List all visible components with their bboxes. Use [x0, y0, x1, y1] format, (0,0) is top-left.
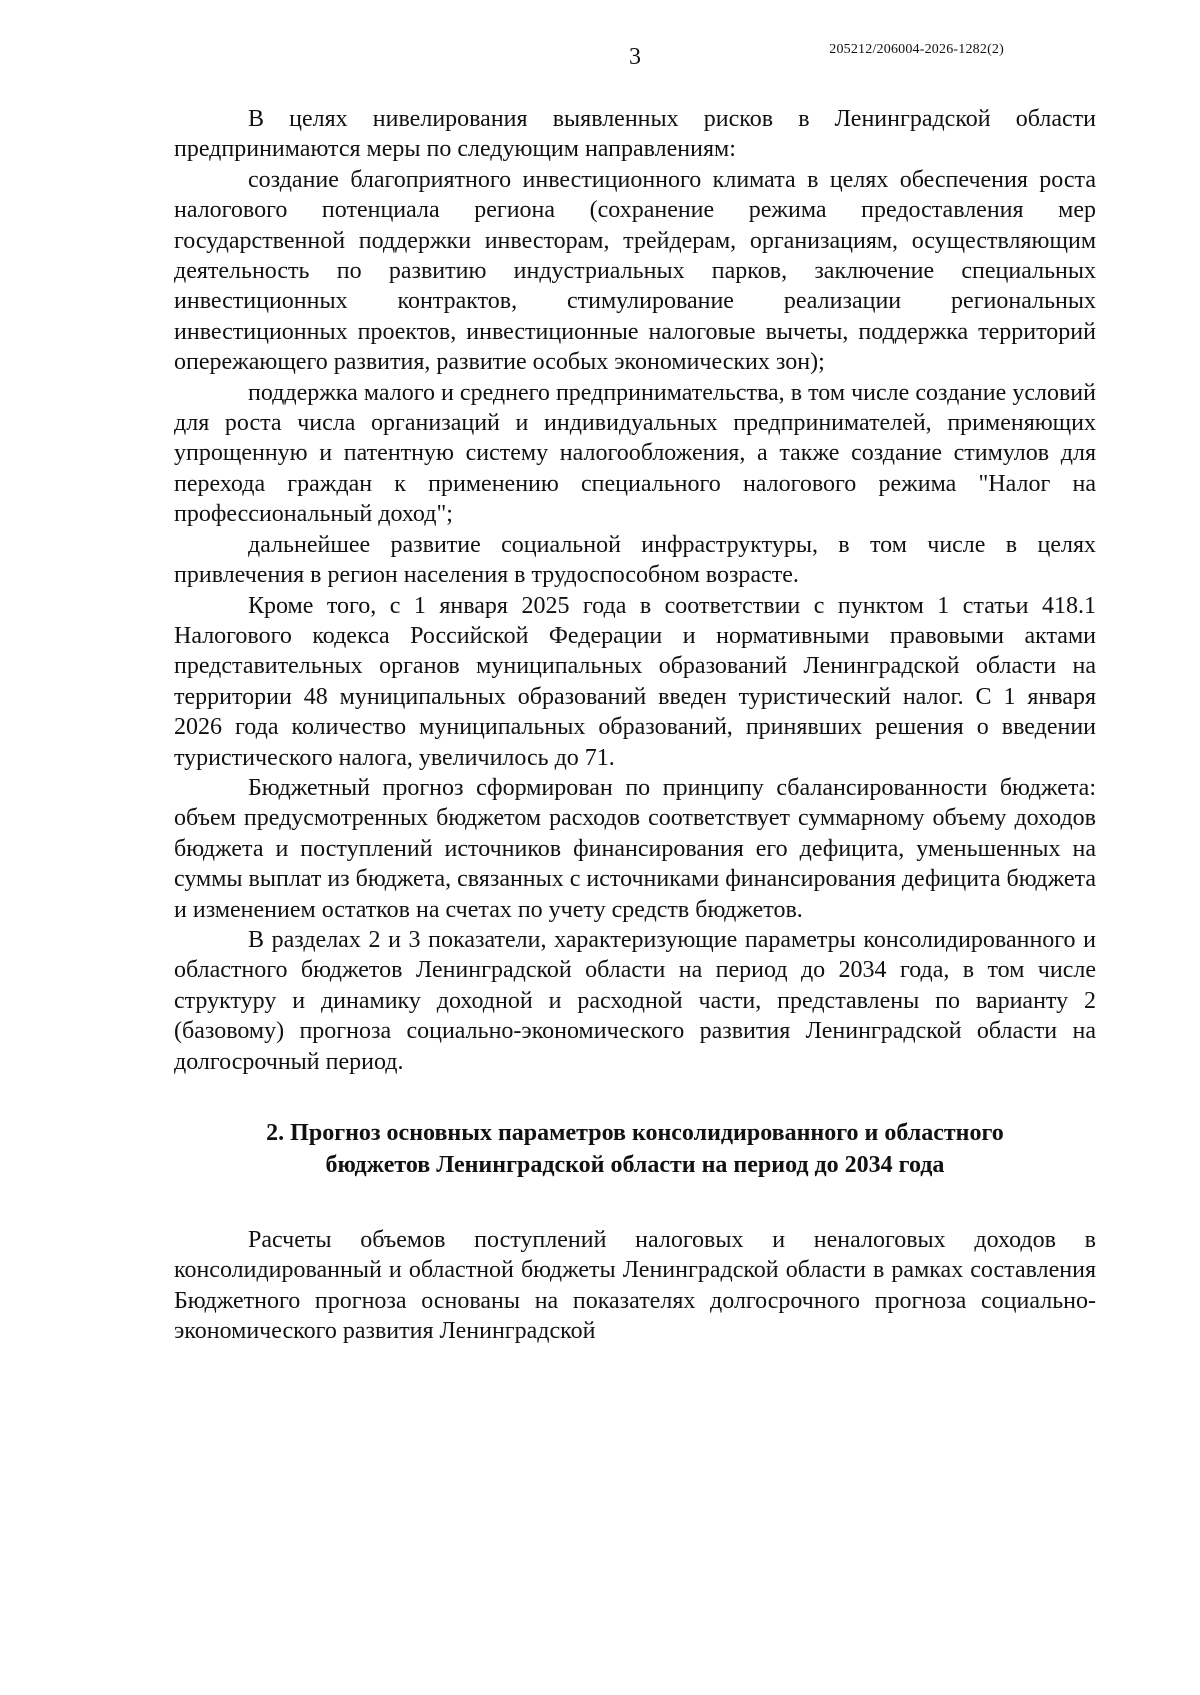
paragraph-budget-balance: Бюджетный прогноз сформирован по принципу сбалансированности бюджета: объем предусмотренных бюджетом расходов соответствует суммарному объему доходов бюджета и поступлений источников финансирования его дефицита, уменьшенных на суммы выплат из бюджета, связанных с источниками финансирования дефицита бюджета и изменением остатков на счетах по учету средств бюджетов. — [174, 774, 1096, 923]
section-heading-line-1: 2. Прогноз основных параметров консолидированного и областного — [266, 1120, 1004, 1146]
paragraph-sections-variant: В разделах 2 и 3 показатели, характеризующие параметры консолидированного и областного бюджетов Ленинградской области на период до 2034 года, в том числе структуру и динамику доходной и расходной части, представлены по варианту 2 (базовому) прогноза социально-экономического развития Ленинградской области на долгосрочный период. — [174, 926, 1096, 1075]
section-heading-line-2: бюджетов Ленинградской области на период до 2034 года — [325, 1152, 945, 1178]
document-body — [174, 104, 1096, 1347]
document-id: 205212/206004-2026-1282(2) — [829, 42, 1004, 57]
paragraph-small-business: поддержка малого и среднего предпринимательства, в том числе создание условий для роста числа организаций и индивидуальных предпринимателей, применяющих упрощенную и патентную систему налогообложения, а также создание стимулов для перехода граждан к применению специального налогового режима "Налог на профессиональный доход"; — [174, 379, 1096, 528]
section-heading — [174, 1117, 1096, 1181]
paragraph-risks-intro: В целях нивелирования выявленных рисков в Ленинградской области предпринимаются меры по следующим направлениям: — [174, 106, 1096, 163]
paragraph-investment-climate: создание благоприятного инвестиционного климата в целях обеспечения роста налогового потенциала региона (сохранение режима предоставления мер государственной поддержки инвесторам, трейдерам, организациям, осуществляющим деятельность по развитию индустриальных парков, заключение специальных инвестиционных контрактов, стимулирование реализации региональных инвестиционных проектов, инвестиционные налоговые вычеты, поддержка территорий опережающего развития, развитие особых экономических зон); — [174, 166, 1096, 376]
paragraph-social-infrastructure: дальнейшее развитие социальной инфраструктуры, в том числе в целях привлечения в регион населения в трудоспособном возрасте. — [174, 531, 1096, 589]
paragraph-tourist-tax: Кроме того, с 1 января 2025 года в соответствии с пунктом 1 статьи 418.1 Налогового кодекса Российской Федерации и нормативными правовыми актами представительных органов муниципальных образований Ленинградской области на территории 48 муниципальных образований введен туристический налог. С 1 января 2026 года количество муниципальных образований, принявших решения о введении туристического налога, увеличилось до 71. — [174, 592, 1096, 771]
page-number: 3 — [629, 44, 641, 70]
paragraph-revenue-calculations: Расчеты объемов поступлений налоговых и неналоговых доходов в консолидированный и областной бюджеты Ленинградской области в рамках составления Бюджетного прогноза основаны на показателях долгосрочного прогноза социально-экономического развития Ленинградской — [174, 1227, 1096, 1345]
